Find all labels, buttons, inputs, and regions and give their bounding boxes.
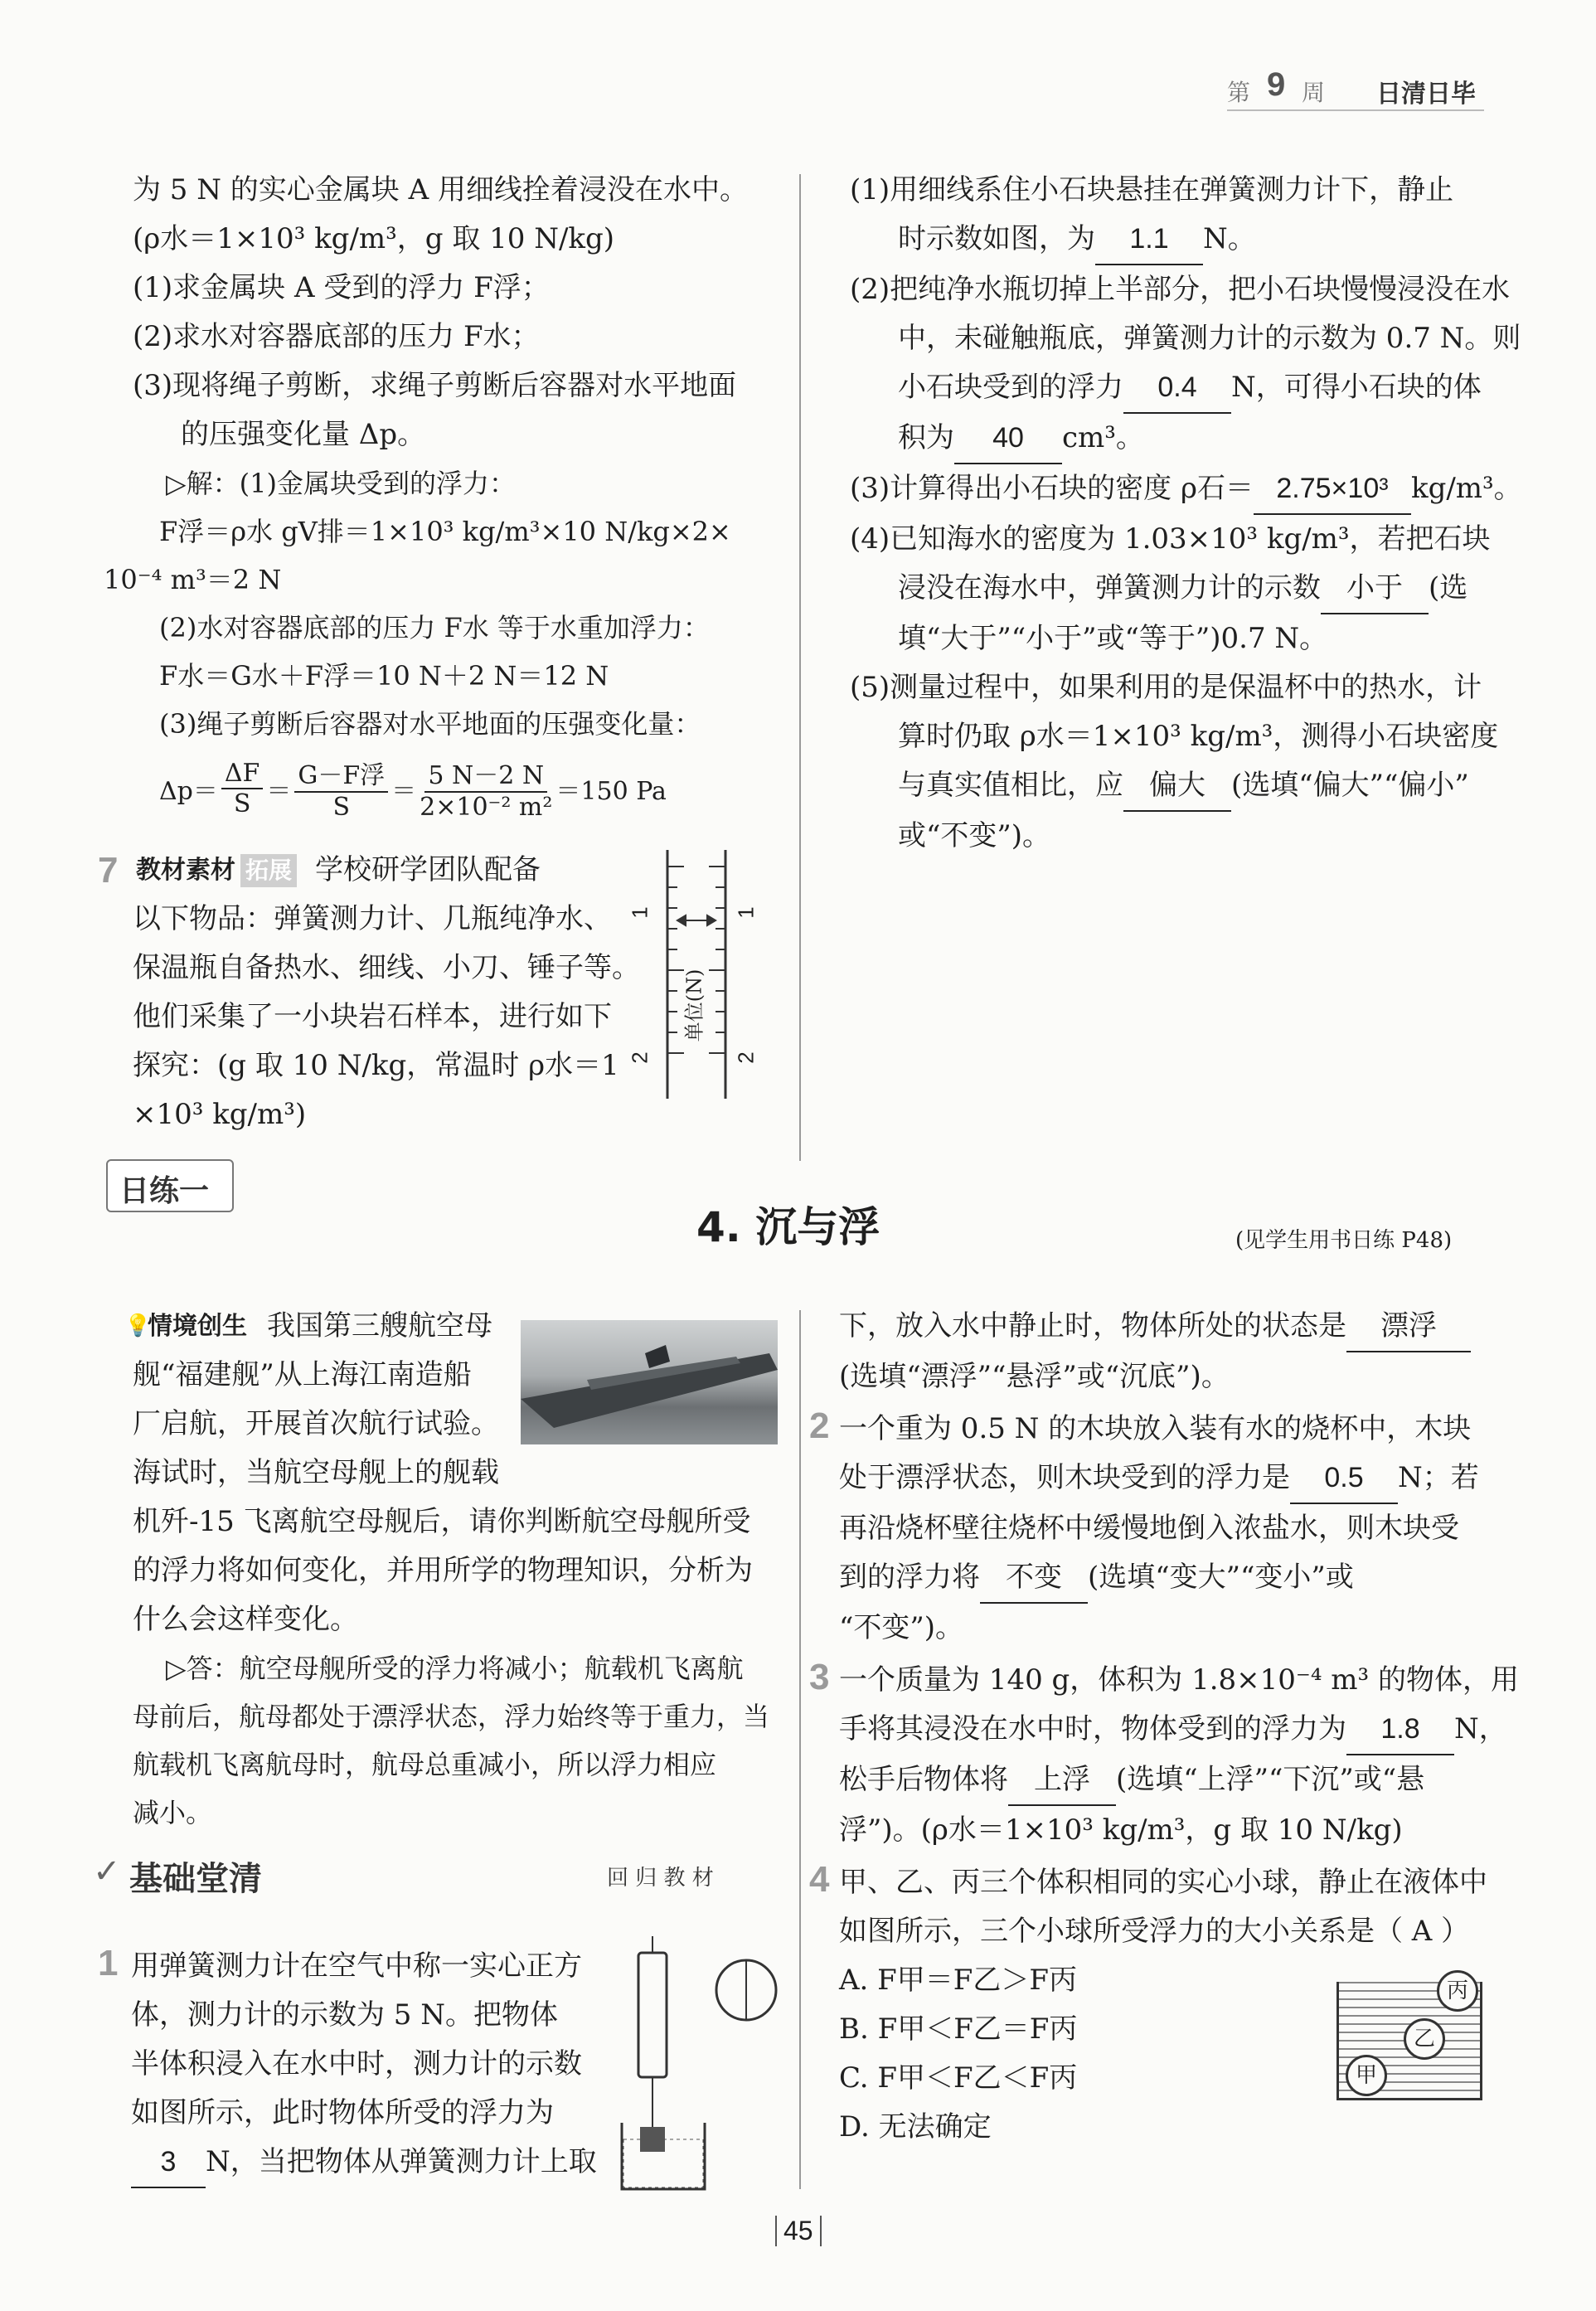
ball-yi: 乙 — [1404, 2018, 1445, 2060]
solution-line-1: ▷解：(1)金属块受到的浮力： — [166, 468, 516, 499]
q7-line-6: ×10³ kg/m³) — [133, 1098, 307, 1131]
q7-line-3: 保温瓶自备热水、细线、小刀、锤子等。 — [133, 951, 640, 984]
q3-line-b: 手将其浸没在水中时，物体受到的浮力为 1.8 N， — [839, 1705, 1511, 1755]
p1-line-b: 时示数如图，为 1.1 N。 — [898, 215, 1513, 265]
p1-line-a: (1)用细线系住小石块悬挂在弹簧测力计下，静止 — [850, 173, 1454, 206]
answer-5: 小于 — [1321, 564, 1429, 614]
q3-line-c: 松手后物体将 上浮 (选填“上浮”“下沉”或“悬 — [839, 1755, 1511, 1806]
right-top-block — [850, 166, 1522, 861]
problem-line-3: (1)求金属块 A 受到的浮力 F浮； — [133, 271, 550, 304]
option-b: B. F甲＜F乙＝F丙 — [839, 2012, 1078, 2046]
basics-header — [93, 1849, 773, 1899]
scale-tick-2-right: 2 — [733, 1051, 759, 1064]
week-number: 9 — [1267, 66, 1286, 103]
question-1 — [98, 1939, 628, 2188]
carrier-silhouette — [521, 1320, 778, 1444]
scale-tick-1-right: 1 — [733, 906, 759, 919]
p5-line-d: 或“不变”)。 — [898, 819, 1051, 852]
answer-state: 漂浮 — [1346, 1302, 1471, 1352]
spring-scale-figure — [618, 850, 783, 1099]
solution-line-3: 10⁻⁴ m³＝2 N — [104, 564, 282, 595]
basics-title: 基础堂清 — [129, 1861, 262, 1897]
ball-jia: 甲 — [1346, 2055, 1387, 2096]
p3-line: (3)计算得出小石块的密度 ρ石＝ 2.75×10³ kg/m³。 — [850, 464, 1513, 515]
scenario-line-3: 厂启航，开展首次航行试验。 — [133, 1407, 499, 1440]
q1-line-5: N，当把物体从弹簧测力计上取 — [206, 2145, 597, 2178]
ball-bing: 丙 — [1437, 1970, 1478, 2012]
answer-6: 偏大 — [1123, 761, 1231, 812]
q2-line-d: 到的浮力将 不变 (选填“变大”“变小”或 — [839, 1553, 1511, 1604]
week-prefix: 第 — [1227, 79, 1251, 106]
week-suffix: 周 — [1302, 79, 1326, 106]
column-divider-bottom — [799, 1310, 801, 2189]
q2-line-a: 一个重为 0.5 N 的木块放入装有水的烧杯中，木块 — [839, 1412, 1472, 1445]
check-icon: ✓ — [93, 1853, 121, 1890]
scenario-line-4: 海试时，当航空母舰上的舰载 — [133, 1456, 499, 1489]
question-number: 4 — [809, 1859, 830, 1900]
formula: Δp＝ ΔF S ＝ G－F浮 S ＝ 5 N－2 N 2×10⁻² m² ＝150 Pa — [159, 755, 788, 822]
left-top-block — [104, 166, 788, 822]
q3-line-d: 浮”)。(ρ水＝1×10³ kg/m³，g 取 10 N/kg) — [839, 1813, 1403, 1847]
p5-line-c: 与真实值相比，应 偏大 (选填“偏大”“偏小” — [898, 761, 1513, 812]
scenario-line-5: 机歼-15 飞离航空母舰后，请你判断航空母舰所受 — [133, 1505, 751, 1538]
scenario-line-1: 我国第三艘航空母 — [267, 1309, 492, 1342]
section-reference: (见学生用书日练 P48) — [1235, 1228, 1453, 1253]
q1-line-4: 如图所示，此时物体所受的浮力为 — [131, 2096, 554, 2129]
scale-tick-2-left: 2 — [627, 1051, 652, 1064]
problem-line-6: 的压强变化量 Δp。 — [181, 418, 426, 451]
answer-4: 2.75×10³ — [1254, 464, 1411, 515]
series-title: 日清日毕 — [1376, 80, 1476, 109]
p2-line-d: 积为 40 cm³。 — [898, 414, 1513, 464]
q4-line-a: 甲、乙、丙三个体积相同的实心小球，静止在液体中 — [839, 1866, 1487, 1899]
answer-line-3: 航载机飞离航母时，航母总重减小，所以浮力相应 — [133, 1749, 717, 1780]
q3-line-a: 一个质量为 140 g，体积为 1.8×10⁻⁴ m³ 的物体，用 — [839, 1663, 1519, 1697]
p4-line-b: 浸没在海水中，弹簧测力计的示数 小于 (选 — [898, 564, 1513, 614]
option-d: D. 无法确定 — [839, 2110, 992, 2144]
solution-line-6: (3)绳子剪断后容器对水平地面的压强变化量： — [159, 708, 701, 740]
q3-answer-2: 上浮 — [1008, 1755, 1116, 1806]
answer-3: 40 — [954, 414, 1062, 464]
option-a: A. F甲＝F乙＞F丙 — [839, 1964, 1077, 1997]
basics-subtitle: 回 归 教 材 — [607, 1866, 714, 1891]
beaker-drawing — [614, 1932, 779, 2197]
p4-line-a: (4)已知海水的密度为 1.03×10³ kg/m³，若把石块 — [850, 522, 1491, 556]
question-number: 7 — [98, 850, 119, 891]
question-number: 2 — [809, 1406, 830, 1446]
q2-answer-2: 不变 — [980, 1553, 1088, 1604]
spring-scale-beaker-figure — [614, 1932, 779, 2197]
q7-line-5: 探究：(g 取 10 N/kg，常温时 ρ水＝1 — [133, 1049, 619, 1082]
three-balls-figure — [1336, 1978, 1482, 2100]
p4-line-c: 填“大于”“小于”或“等于”)0.7 N。 — [898, 622, 1328, 655]
lightbulb-icon: 💡 — [124, 1313, 152, 1338]
scenario-line-6: 的浮力将如何变化，并用所学的物理知识，分析为 — [133, 1554, 753, 1587]
answer-line-2: 母前后，航母都处于漂浮状态，浮力始终等于重力，当 — [133, 1701, 770, 1732]
q2-answer-1: 0.5 — [1290, 1454, 1398, 1504]
daily-practice-badge: 日练一 — [106, 1159, 234, 1212]
q1-line-2: 体，测力计的示数为 5 N。把物体 — [131, 1998, 558, 2032]
aircraft-carrier-image — [521, 1320, 778, 1444]
solution-line-2: F浮＝ρ水 gV排＝1×10³ kg/m³×10 N/kg×2× — [159, 516, 731, 547]
q1-line-1: 用弹簧测力计在空气中称一实心正方 — [131, 1949, 582, 1983]
scenario-label: 情境创生 — [148, 1313, 247, 1340]
p5-line-b: 算时仍取 ρ水＝1×10³ kg/m³，测得小石块密度 — [898, 720, 1499, 753]
rb-line-1: 下，放入水中静止时，物体所处的状态是 漂浮 — [839, 1302, 1511, 1352]
answer-1: 1.1 — [1095, 215, 1203, 265]
q7-line-4: 他们采集了一小块岩石样本，进行如下 — [133, 1000, 612, 1033]
section-title: 4. 沉与浮 — [696, 1203, 880, 1251]
scenario-line-2: 舰“福建舰”从上海江南造船 — [133, 1358, 472, 1391]
q3-answer-1: 1.8 — [1346, 1705, 1454, 1755]
answer-line-4: 减小。 — [133, 1797, 213, 1828]
q1-line-3: 半体积浸入在水中时，测力计的示数 — [131, 2047, 582, 2080]
p2-line-c: 小石块受到的浮力 0.4 N，可得小石块的体 — [898, 363, 1513, 414]
answer-2: 0.4 — [1123, 363, 1231, 414]
scale-tick-1-left: 1 — [627, 906, 652, 919]
problem-line-4: (2)求水对容器底部的压力 F水； — [133, 320, 540, 353]
p2-line-b: 中，未碰触瓶底，弹簧测力计的示数为 0.7 N。则 — [898, 322, 1521, 355]
scenario-line-7: 什么会这样变化。 — [133, 1603, 358, 1636]
q2-line-e: “不变”)。 — [839, 1611, 964, 1644]
page-number: 45 — [775, 2216, 822, 2246]
q1-answer: 3 — [131, 2138, 206, 2188]
problem-line-2: (ρ水＝1×10³ kg/m³，g 取 10 N/kg) — [133, 222, 615, 255]
q2-line-c: 再沿烧杯壁往烧杯中缓慢地倒入浓盐水，则木块受 — [839, 1512, 1459, 1545]
problem-line-5: (3)现将绳子剪断，求绳子剪断后容器对水平地面 — [133, 369, 737, 402]
tag-textbook: 教材素材 — [136, 857, 235, 884]
q2-line-b: 处于漂浮状态，则木块受到的浮力是 0.5 N；若 — [839, 1454, 1511, 1504]
column-divider-top — [799, 174, 801, 1161]
q7-line-2: 以下物品：弹簧测力计、几瓶纯净水、 — [133, 902, 612, 935]
q4-line-b: 如图所示，三个小球所受浮力的大小关系是（ A ） — [839, 1915, 1470, 1948]
tag-extend: 拓展 — [240, 854, 297, 887]
rb-line-2: (选填“漂浮”“悬浮”或“沉底”)。 — [839, 1360, 1230, 1393]
p5-line-a: (5)测量过程中，如果利用的是保温杯中的热水，计 — [850, 671, 1482, 704]
p2-line-a: (2)把纯净水瓶切掉上半部分，把小石块慢慢浸没在水 — [850, 273, 1511, 306]
question-number: 3 — [809, 1657, 830, 1697]
solution-line-4: (2)水对容器底部的压力 F水 等于水重加浮力： — [159, 612, 710, 643]
question-number: 1 — [98, 1943, 119, 1983]
page-header — [1227, 68, 1484, 111]
problem-line-1: 为 5 N 的实心金属块 A 用细线拴着浸没在水中。 — [133, 173, 748, 206]
solution-line-5: F水＝G水＋F浮＝10 N＋2 N＝12 N — [159, 660, 609, 692]
scale-unit-label: 单位(N) — [682, 969, 706, 1042]
question-7 — [98, 846, 640, 1139]
option-c: C. F甲＜F乙＜F丙 — [839, 2061, 1078, 2095]
answer-line-1: ▷答：航空母舰所受的浮力将减小；航载机飞离航 — [166, 1653, 744, 1684]
q7-line-1: 学校研学团队配备 — [315, 853, 541, 886]
